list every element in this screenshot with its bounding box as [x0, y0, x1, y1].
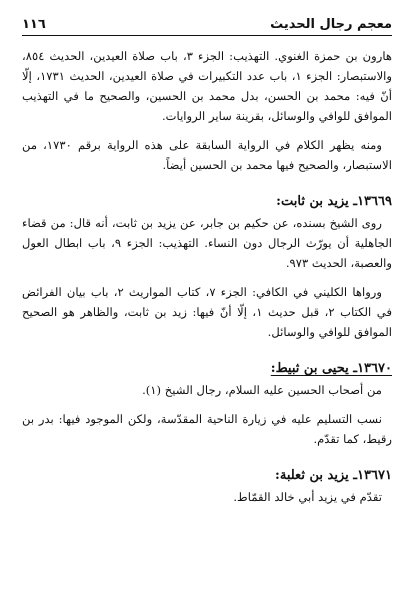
paragraph-2: ومنه يظهر الكلام في الرواية السابقة على هذه الرواية برقم ١٧٣٠، من الاستبصار، والصحيح فيها محمد بن الحسين أيضاً.	[22, 138, 392, 172]
entry-13669-paragraph-2: ورواها الكليني في الكافي: الجزء ٧، كتاب المواريث ٢، باب بيان الفرائض في الكتاب ٢، قبل حديث ١، إلّا أنّ فيها: زيد بن ثابت، والظاهر هو الصحيح الموافق للوافي والوسائل.	[22, 285, 393, 339]
entry-heading-13670: ١٣٦٧٠ـ يحيى بن ثبيط:	[270, 361, 392, 376]
entry-13670-paragraph-2: نسب التسليم عليه في زيارة الناحية المقدّسة، ولكن الموجود فيها: بدر بن رقيط، كما تقدّم.	[22, 412, 392, 446]
entry-13671-paragraph-1: تقدّم في يزيد أبي خالد القمّاط.	[233, 490, 382, 504]
paragraph-1: هارون بن حمزة الغنوي. التهذيب: الجزء ٣، باب صلاة العيدين، الحديث ٨٥٤، والاستبصار: الجزء ١، باب عدد التكبيرات في صلاة العيدين، الحديث ١٧٣١، إلّا أنّ فيه: محمد بن الحسن، بدل محمد بن الحسين، والصحيح ما في التهذيب الموافق للوافي والوسائل، بقرينة ساير الروايات.	[22, 49, 393, 123]
page-number: ١١٦	[22, 17, 46, 32]
page-header	[22, 10, 392, 36]
entry-13669-paragraph-1: روى الشيخ بسنده، عن حكيم بن جابر، عن يزيد بن ثابت، أنه قال: من قضاء الجاهلية أن يورّث الرجال دون النساء. التهذيب: الجزء ٩، باب ابطال العول والعصبة، الحديث ٩٧٣.	[22, 216, 393, 270]
entry-13670-paragraph-1: من أصحاب الحسين عليه السلام، رجال الشيخ (١).	[142, 383, 382, 397]
entry-heading-13671: ١٣٦٧١ـ يزيد بن ثعلبة:	[275, 468, 392, 483]
running-title: معجم رجال الحديث	[270, 17, 392, 32]
entry-heading-13669: ١٣٦٦٩ـ يزيد بن ثابت:	[276, 194, 392, 209]
